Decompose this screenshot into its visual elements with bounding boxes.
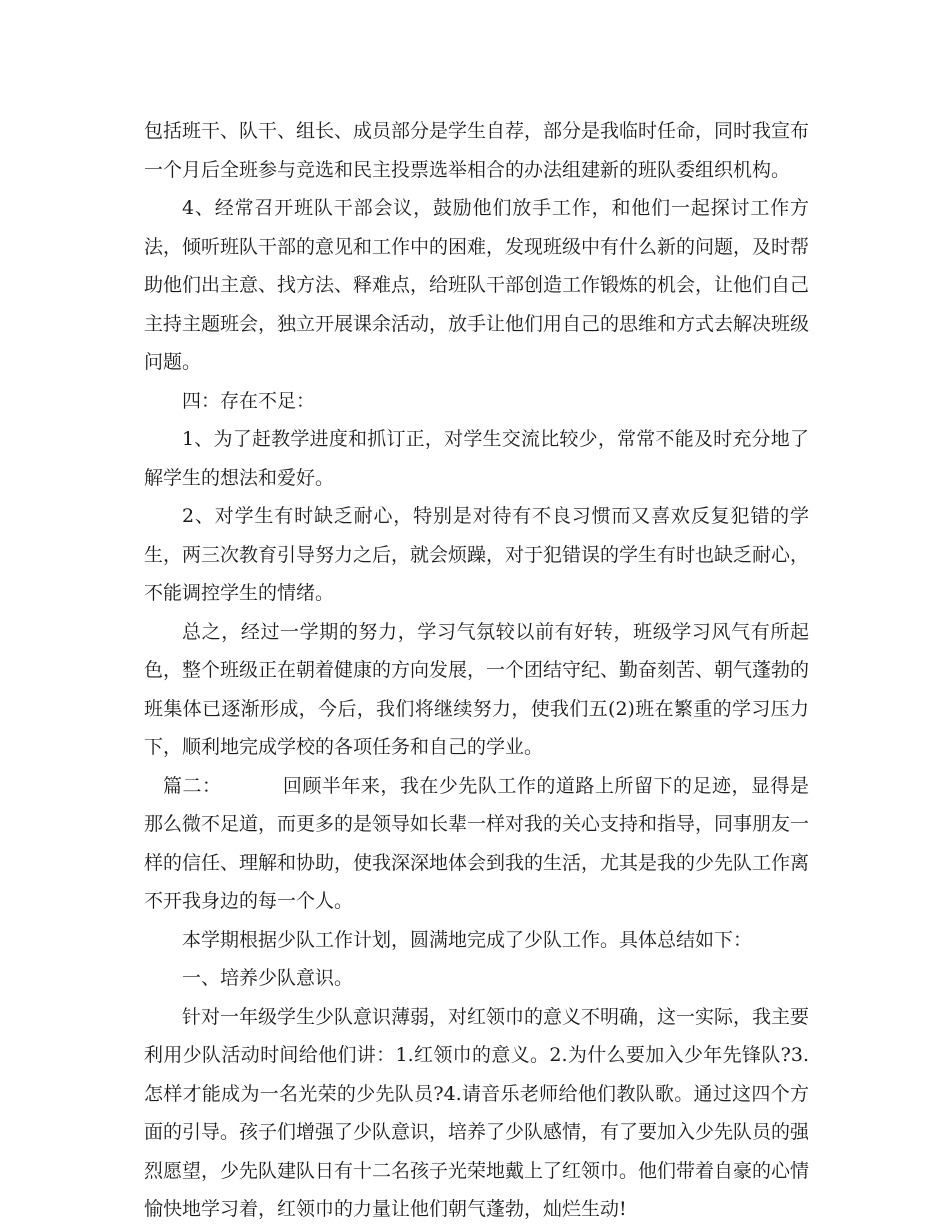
paragraph-summary-intro: 本学期根据少队工作计划，圆满地完成了少队工作。具体总结如下： [182,928,753,951]
section-heading-team-awareness: 一、培养少队意识。 [182,967,354,989]
paragraph-conclusion: 总之，经过一学期的努力，学习气氛较以前有好转，班级学习风气有所起色，整个班级正在朝着健康的方向发展，一个团结守纪、勤奋刻苦、朝气蓬勃的班集体已逐渐形成，今后，我们将继续努力，使我们五(2)班在繁重的学习压力下，顺利地完成学校的各项任务和自己的学业。 [144,620,810,758]
document-body [144,112,809,1229]
paragraph-shortcoming-1: 1、为了赶教学进度和抓订正，对学生交流比较少，常常不能及时充分地了解学生的想法和爱好。 [144,428,809,489]
paragraph-shortcoming-2: 2、对学生有时缺乏耐心，特别是对待有不良习惯而又喜欢反复犯错的学生，两三次教育引导努力之后，就会烦躁，对于犯错误的学生有时也缺乏耐心，不能调控学生的情绪。 [144,505,810,604]
part-two-text: 回顾半年来，我在少先队工作的道路上所留下的足迹，显得是那么微不足道，而更多的是领导如长辈一样对我的关心支持和指导，同事朋友一样的信任、理解和协助，使我深深地体会到我的生活，尤其是我的少先队工作离不开我身边的每一个人。 [144,774,810,912]
section-heading-shortcomings: 四：存在不足： [182,389,316,412]
paragraph-item-4: 4、经常召开班队干部会议，鼓励他们放手工作，和他们一起探讨工作方法，倾听班队干部的意见和工作中的困难，发现班级中有什么新的问题，及时帮助他们出主意、找方法、释难点，给班队干部创造工作锻炼的机会，让他们自己主持主题班会，独立开展课余活动，放手让他们用自己的思维和方式去解决班级问题。 [144,197,810,373]
paragraph-part-two [144,767,809,921]
paragraph-team-awareness: 针对一年级学生少队意识薄弱，对红领巾的意义不明确，这一实际，我主要利用少队活动时间给他们讲：1.红领巾的意义。2.为什么要加入少年先锋队?3.怎样才能成为一名光荣的少先队员?4.请音乐老师给他们教队歌。通过这四个方面的引导。孩子们增强了少队意识，培养了少队感情，有了要加入少先队员的强烈愿望，少先队建队日有十二名孩子光荣地戴上了红领巾。他们带着自豪的心情愉快地学习着，红领巾的力量让他们朝气蓬勃，灿烂生动! [144,1005,810,1220]
paragraph-continuation: 包括班干、队干、组长、成员部分是学生自荐，部分是我临时任命，同时我宣布一个月后全班参与竞选和民主投票选举相合的办法组建新的班队委组织机构。 [144,120,810,181]
part-two-label: 篇二： [163,774,222,797]
